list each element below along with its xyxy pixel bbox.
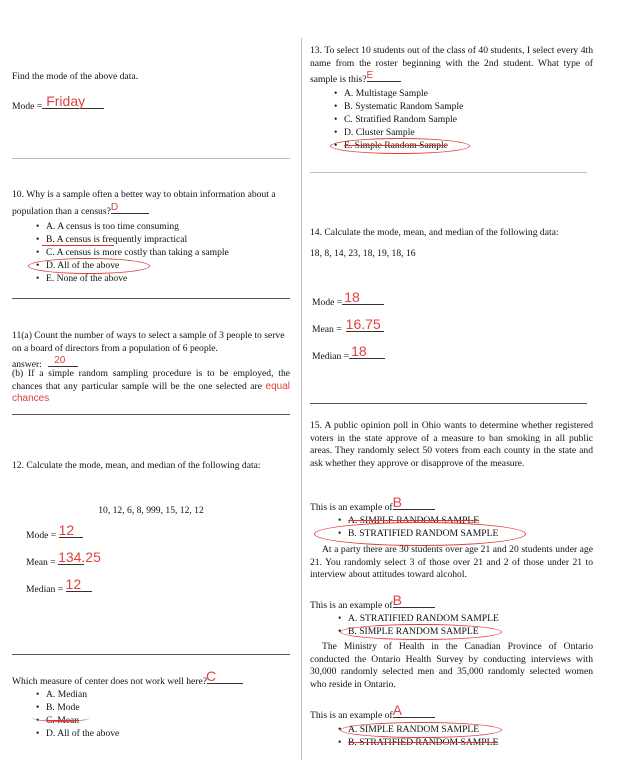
q10-option-b[interactable]: • B. A census is frequently impractical xyxy=(34,234,284,247)
q14-median-line xyxy=(312,343,385,364)
section-rule xyxy=(12,158,290,159)
q13-option-c[interactable]: • C. Stratified Random Sample xyxy=(332,114,552,127)
q10-strike-line xyxy=(42,245,114,246)
q15-2-answer-circle xyxy=(340,624,502,640)
q12-text: 12. Calculate the mode, mean, and median of the following data: xyxy=(12,460,261,471)
example-label-2: This is an example of xyxy=(310,600,393,611)
q10-answer: D xyxy=(110,201,119,213)
q14-mean-answer: 16.75 xyxy=(345,316,381,332)
mode-label: Mode = xyxy=(12,101,43,112)
q12-mode-answer: 12 xyxy=(58,522,75,538)
party-text: At a party there are 30 students over age 21 and 20 students under age 21. You randomly select 3 of those over 21 and 2 of those under 21 to interview about attitudes toward alcohol. xyxy=(310,544,593,581)
q12-mean-label: Mean = xyxy=(26,557,56,568)
example-label-3: This is an example of xyxy=(310,710,393,721)
q10-answer-circle xyxy=(28,258,150,274)
q13-option-b[interactable]: • B. Systematic Random Sample xyxy=(332,101,552,114)
q11-part-a: 11(a) Count the number of ways to select a sample of 3 people to serve on a board of directors from a population of 6 people. xyxy=(12,330,285,354)
section-rule xyxy=(12,654,290,655)
q11-part-b: (b) If a simple random sampling procedure is to be employed, the chances that any particular sample will be the one selected are equal chances xyxy=(12,368,290,405)
q12-data: 10, 12, 6, 8, 999, 15, 12, 12 xyxy=(98,505,204,516)
center-option-d[interactable]: • D. All of the above xyxy=(34,728,234,741)
q15-example-line-1 xyxy=(310,494,435,515)
mode-answer: Friday xyxy=(46,93,86,109)
q12-median-label: Median = xyxy=(26,584,64,595)
q14-median-label: Median = xyxy=(312,351,350,362)
center-question-text: Which measure of center does not work well here? C xyxy=(12,672,290,689)
q15-2-option-a[interactable]: • A. STRATIFIED RANDOM SAMPLE xyxy=(336,613,556,626)
q12-median-answer: 12 xyxy=(65,576,82,592)
q15-answer-2: B xyxy=(392,592,402,608)
q14-mode-label: Mode = xyxy=(312,297,343,308)
q15-answer-1: B xyxy=(392,494,402,510)
q10-options xyxy=(34,221,284,286)
q10-option-c[interactable]: • C. A census is more costly than taking a sample xyxy=(34,247,284,260)
section-rule xyxy=(12,298,290,299)
q14-median-answer: 18 xyxy=(351,343,367,359)
q12-mode-line xyxy=(26,522,83,543)
right-column xyxy=(310,0,595,762)
q15-text: 15. A public opinion poll in Ohio wants to determine whether registered voters in the state approve of a measure to ban smoking in all public areas. They randomly select 50 voters from each county in the state and ask whether they approve or disapprove of the measure. xyxy=(310,420,593,469)
left-column xyxy=(12,0,292,762)
ontario-text: The Ministry of Health in the Canadian Province of Ontario conducted the Ontario Health Survey by conducting interviews with 30,000 randomly selected men and 35,000 randomly selected women who reside in Ontario. xyxy=(310,641,593,690)
section-rule xyxy=(12,414,290,415)
q11-answer-b: equal chances xyxy=(12,380,290,405)
q14-mode-line xyxy=(312,289,384,310)
q13-text: 13. To select 10 students out of the class of 40 students, I select every 4th name from the roster beginning with the 2nd student. What type of sample is this? E xyxy=(310,45,593,86)
q10-option-e[interactable]: • E. None of the above xyxy=(34,273,284,286)
q14-text: 14. Calculate the mode, mean, and median of the following data: xyxy=(310,227,559,238)
q14-mean-label: Mean = xyxy=(312,324,342,335)
center-option-a[interactable]: • A. Median xyxy=(34,689,234,702)
q13-answer-circle xyxy=(330,138,470,154)
q15-example-line-2 xyxy=(310,592,435,613)
q12-mode-label: Mode = xyxy=(26,530,57,541)
q14-mode-answer: 18 xyxy=(344,289,360,305)
q13-answer: E xyxy=(366,70,374,82)
center-answer-mark xyxy=(32,713,90,722)
q14-data: 18, 8, 14, 23, 18, 19, 18, 16 xyxy=(310,248,416,259)
q13-option-d[interactable]: • D. Cluster Sample xyxy=(332,127,552,140)
q15-1-answer-circle xyxy=(314,522,526,546)
q15-1-option-a[interactable]: • A. SIMPLE RANDOM SAMPLE xyxy=(336,515,556,528)
q12-mean-line xyxy=(26,549,101,570)
q13-option-a[interactable]: • A. Multistage Sample xyxy=(332,88,552,101)
section-rule xyxy=(310,172,587,173)
q10-option-a[interactable]: • A. A census is too time consuming xyxy=(34,221,284,234)
q13-option-e[interactable]: • E. Simple Random Sample xyxy=(332,140,552,153)
q15-example-line-3 xyxy=(310,702,435,723)
q14-mean-line xyxy=(312,316,384,337)
q15-3-option-b[interactable]: • B. STRATIFIED RANDOM SAMPLE xyxy=(336,737,556,750)
mode-blank[interactable] xyxy=(42,93,104,109)
q15-1-option-b[interactable]: • B. STRATIFIED RANDOM SAMPLE xyxy=(336,528,556,541)
q15-3-answer-circle xyxy=(340,722,502,738)
q10-text: 10. Why is a sample often a better way to obtain information about a population than a census? D xyxy=(12,189,276,217)
q15-answer-3: A xyxy=(392,702,402,718)
center-option-c[interactable]: • C. Mean xyxy=(34,715,234,728)
q11-answer-label: answer: xyxy=(12,359,42,370)
column-divider xyxy=(301,38,302,760)
mode-question-prompt: Find the mode of the above data. xyxy=(12,71,139,82)
q10-option-d[interactable]: • D. All of the above xyxy=(34,260,284,273)
section-rule xyxy=(310,403,587,404)
example-label-1: This is an example of xyxy=(310,502,393,513)
center-option-b[interactable]: • B. Mode xyxy=(34,702,234,715)
q15-2-option-b[interactable]: • B. SIMPLE RANDOM SAMPLE xyxy=(336,626,556,639)
q15-3-option-a[interactable]: • A. SIMPLE RANDOM SAMPLE xyxy=(336,724,556,737)
q11-answer-a: 20 xyxy=(54,355,66,366)
q12-median-line xyxy=(26,576,92,597)
mode-answer-line xyxy=(12,93,104,114)
q12-mean-answer: 134.25 xyxy=(58,549,101,565)
center-question-answer: C xyxy=(206,668,217,684)
